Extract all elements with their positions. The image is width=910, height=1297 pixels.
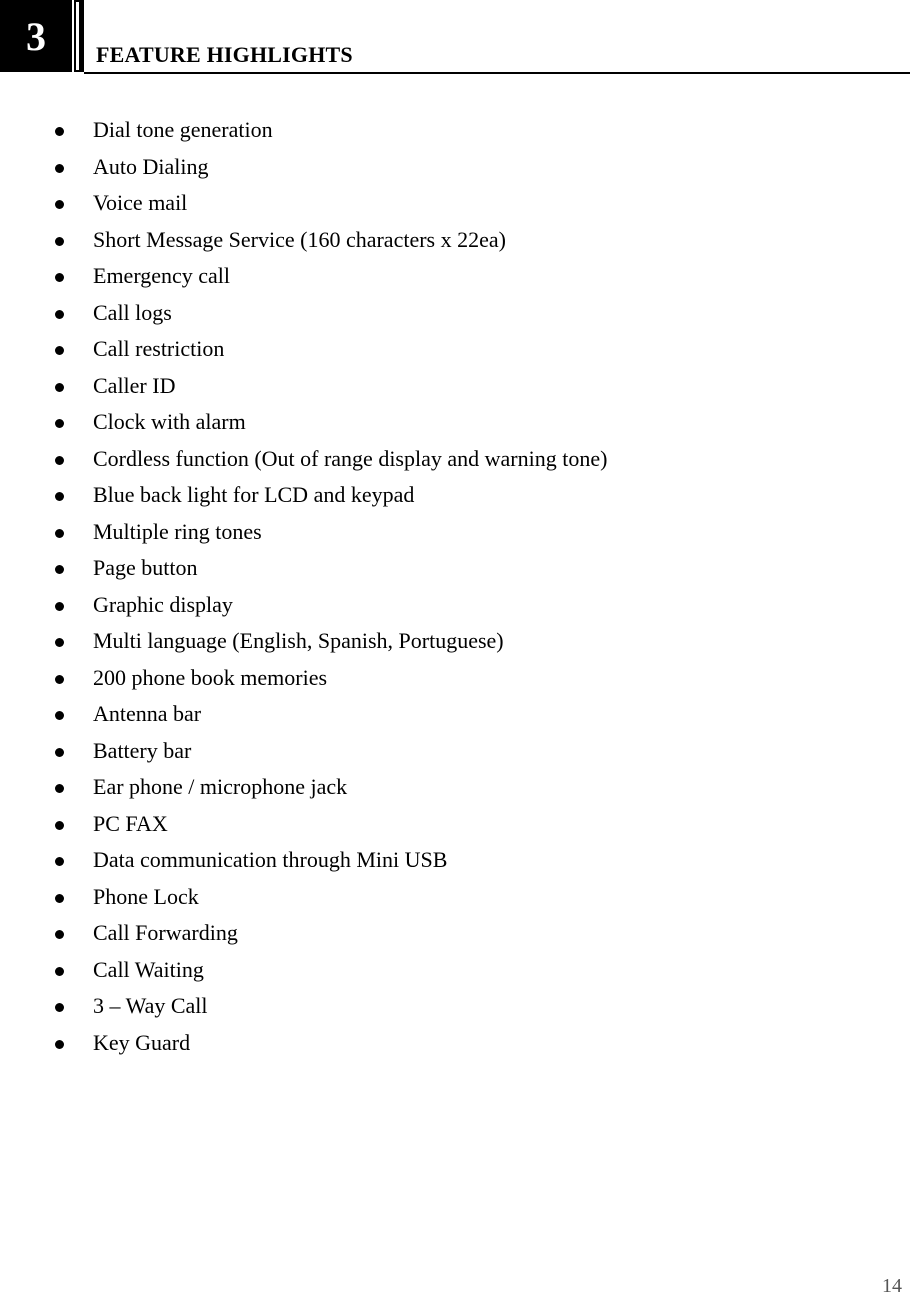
feature-list-item xyxy=(0,623,607,660)
feature-text: Page button xyxy=(93,555,198,580)
bullet-icon xyxy=(55,711,64,720)
bullet-icon xyxy=(55,273,64,282)
bullet-icon xyxy=(55,857,64,866)
feature-text: Emergency call xyxy=(93,263,231,288)
feature-text: Auto Dialing xyxy=(93,153,209,179)
bullet-icon xyxy=(55,200,64,209)
bullet-icon xyxy=(55,602,64,611)
header-divider xyxy=(84,72,910,74)
feature-list-item xyxy=(0,222,607,259)
feature-text: Call restriction xyxy=(93,336,225,361)
feature-list-item xyxy=(0,769,607,806)
feature-text: 200 phone book memories xyxy=(93,664,328,690)
bullet-icon xyxy=(55,1040,64,1049)
feature-list-item xyxy=(0,660,607,697)
feature-text: Graphic display xyxy=(93,591,233,617)
feature-text: Data communication through Mini USB xyxy=(93,847,448,872)
feature-list-item xyxy=(0,1025,607,1062)
bullet-icon xyxy=(55,1003,64,1012)
feature-text: PC FAX xyxy=(93,810,168,836)
feature-text: Caller ID xyxy=(93,372,176,398)
bullet-icon xyxy=(55,310,64,319)
bullet-icon xyxy=(55,164,64,173)
feature-list-item xyxy=(0,514,607,551)
feature-list-item xyxy=(0,368,607,405)
feature-list-item xyxy=(0,842,607,879)
feature-list-item xyxy=(0,185,607,222)
chapter-number: 3 xyxy=(26,13,46,59)
feature-list-item xyxy=(0,988,607,1025)
feature-text: Call Waiting xyxy=(93,956,204,982)
bullet-icon xyxy=(55,821,64,830)
feature-text: Voice mail xyxy=(93,190,188,215)
bullet-icon xyxy=(55,930,64,939)
feature-list-item xyxy=(0,915,607,952)
bullet-icon xyxy=(55,638,64,647)
feature-text: Short Message Service (160 characters x 22ea) xyxy=(93,226,506,252)
chapter-number-badge xyxy=(0,0,72,72)
bullet-icon xyxy=(55,456,64,465)
bullet-icon xyxy=(55,383,64,392)
bullet-icon xyxy=(55,675,64,684)
feature-list-item xyxy=(0,112,607,149)
bullet-icon xyxy=(55,529,64,538)
bullet-icon xyxy=(55,565,64,574)
feature-list-item xyxy=(0,295,607,332)
bullet-icon xyxy=(55,346,64,355)
chapter-badge-edge-gap xyxy=(76,2,79,70)
feature-list-item xyxy=(0,879,607,916)
page-number: 14 xyxy=(882,1275,902,1297)
feature-text: Phone Lock xyxy=(93,883,199,909)
feature-text: Key Guard xyxy=(93,1029,191,1055)
feature-list-item xyxy=(0,550,607,587)
feature-list-item xyxy=(0,733,607,770)
bullet-icon xyxy=(55,127,64,136)
feature-text: Dial tone generation xyxy=(93,117,273,142)
bullet-icon xyxy=(55,419,64,428)
feature-text: Multiple ring tones xyxy=(93,518,262,544)
bullet-icon xyxy=(55,967,64,976)
bullet-icon xyxy=(55,784,64,793)
feature-list-item xyxy=(0,806,607,843)
feature-text: Antenna bar xyxy=(93,701,202,726)
feature-text: Call Forwarding xyxy=(93,920,238,945)
feature-text: 3 – Way Call xyxy=(93,993,208,1018)
bullet-icon xyxy=(55,748,64,757)
bullet-icon xyxy=(55,492,64,501)
feature-list xyxy=(0,112,607,1061)
feature-list-item xyxy=(0,331,607,368)
bullet-icon xyxy=(55,894,64,903)
feature-list-item xyxy=(0,952,607,989)
feature-list-item xyxy=(0,696,607,733)
chapter-title: FEATURE HIGHLIGHTS xyxy=(96,42,353,67)
feature-text: Battery bar xyxy=(93,737,192,763)
feature-list-item xyxy=(0,441,607,478)
feature-list-item xyxy=(0,149,607,186)
feature-text: Multi language (English, Spanish, Portuguese) xyxy=(93,628,504,653)
feature-list-item xyxy=(0,404,607,441)
feature-text: Cordless function (Out of range display and warning tone) xyxy=(93,445,608,471)
feature-text: Blue back light for LCD and keypad xyxy=(93,482,415,507)
feature-list-item xyxy=(0,258,607,295)
bullet-icon xyxy=(55,237,64,246)
feature-list-item xyxy=(0,477,607,514)
feature-text: Call logs xyxy=(93,299,172,325)
feature-list-item xyxy=(0,587,607,624)
feature-text: Ear phone / microphone jack xyxy=(93,774,348,799)
feature-text: Clock with alarm xyxy=(93,409,246,434)
